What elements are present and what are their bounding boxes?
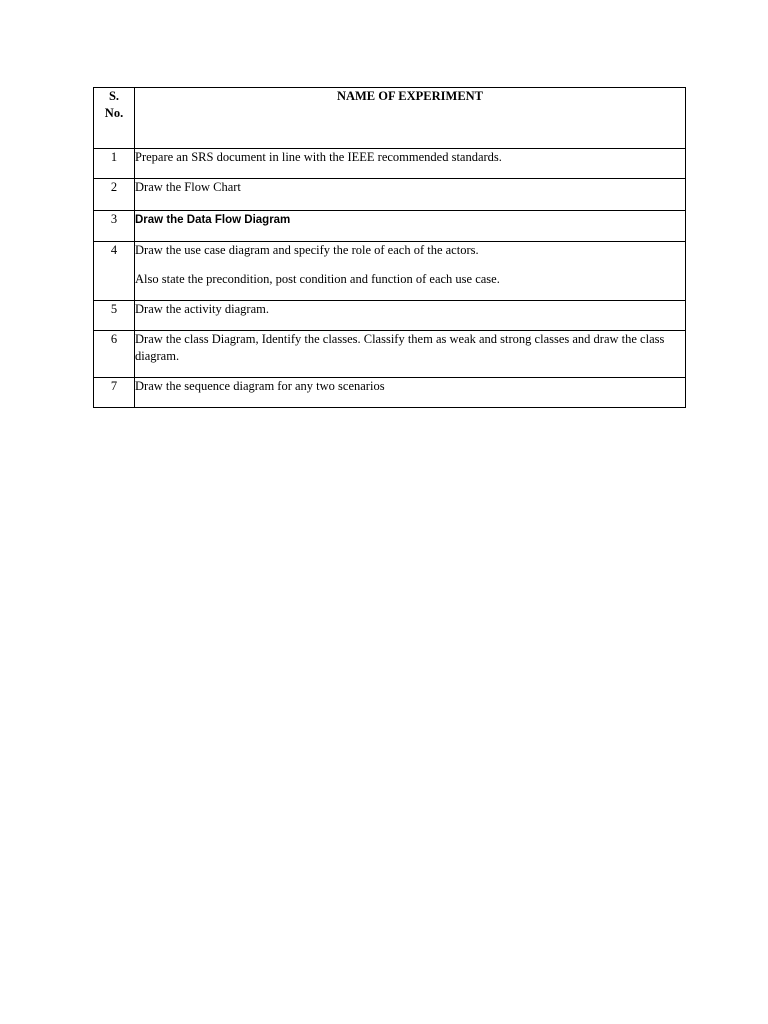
row-experiment-name — [135, 242, 686, 301]
row-experiment-name: Prepare an SRS document in line with the IEEE recommended standards. — [135, 149, 686, 179]
table-row — [94, 179, 686, 211]
row-experiment-name: Draw the class Diagram, Identify the classes. Classify them as weak and strong classes and draw the class diagram. — [135, 331, 686, 378]
row-sno: 7 — [94, 378, 135, 408]
row-experiment-name-part2: Flow Diagram — [211, 214, 291, 226]
row-sno: 4 — [94, 242, 135, 301]
row-sno: 5 — [94, 301, 135, 331]
row-experiment-name-line2: Also state the precondition, post condition and function of each use case. — [135, 272, 500, 286]
header-sno-line2: No. — [104, 106, 124, 120]
row-sno: 6 — [94, 331, 135, 378]
header-sno-line1: S. — [108, 89, 120, 103]
header-sno — [94, 88, 135, 149]
row-experiment-name: Draw the sequence diagram for any two scenarios — [135, 378, 686, 408]
table-row — [94, 378, 686, 408]
table-row — [94, 301, 686, 331]
row-sno: 2 — [94, 179, 135, 211]
experiment-table — [93, 87, 686, 408]
table-row — [94, 331, 686, 378]
row-experiment-name — [135, 211, 686, 242]
row-experiment-name: Draw the activity diagram. — [135, 301, 686, 331]
table-header-row — [94, 88, 686, 149]
row-experiment-name: Draw the Flow Chart — [135, 179, 686, 211]
row-experiment-name-part1: Draw the Data — [135, 214, 212, 226]
row-experiment-name-line1: Draw the use case diagram and specify the role of each of the actors. — [135, 243, 479, 257]
table-row — [94, 211, 686, 242]
row-sno: 3 — [94, 211, 135, 242]
header-name-of-experiment: NAME OF EXPERIMENT — [135, 88, 686, 149]
row-sno: 1 — [94, 149, 135, 179]
table-row — [94, 242, 686, 301]
table-row — [94, 149, 686, 179]
